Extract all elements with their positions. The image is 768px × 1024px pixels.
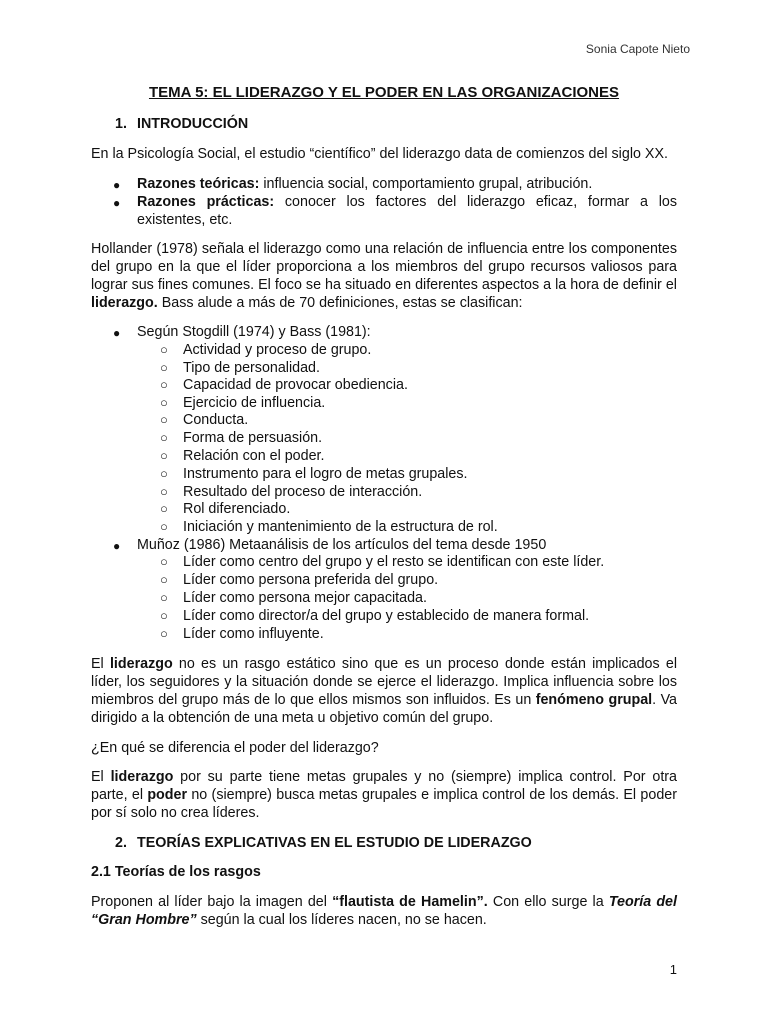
para-text: según la cual los líderes nacen, no se hacen. (196, 912, 487, 928)
circle-bullet-icon: ○ (160, 395, 168, 410)
list-item: Actividad y proceso de grupo. (183, 342, 372, 358)
liderazgo-paragraph (91, 655, 677, 727)
poder-paragraph (91, 768, 677, 822)
reason-theoretical-text: influencia social, comportamiento grupal, atribución. (259, 176, 593, 192)
para-text: Con ello surge la (487, 894, 609, 910)
bullet-icon: ● (113, 178, 121, 192)
reason-theoretical-label: Razones teóricas: (137, 176, 260, 192)
list-item: Conducta. (183, 412, 249, 428)
list-item: Ejercicio de influencia. (183, 395, 326, 411)
para-text: El (91, 769, 111, 785)
list-item: Líder como centro del grupo y el resto se identifican con este líder. (183, 554, 605, 570)
bullet-icon: ● (113, 196, 121, 210)
circle-bullet-icon: ○ (160, 572, 168, 587)
circle-bullet-icon: ○ (160, 519, 168, 534)
section-2-1-title: 2.1 Teorías de los rasgos (91, 864, 261, 880)
classification-munoz-label: Muñoz (1986) Metaanálisis de los artículos del tema desde 1950 (137, 537, 547, 553)
list-item: Instrumento para el logro de metas grupales. (183, 466, 468, 482)
circle-bullet-icon: ○ (160, 590, 168, 605)
list-item: Líder como persona preferida del grupo. (183, 572, 439, 588)
para-bold: liderazgo (109, 656, 173, 672)
para-text: Proponen al líder bajo la imagen del (91, 894, 333, 910)
para-text: no es un rasgo estático sino que es un proceso donde están implicados el líder, los seguidores y la situación donde se ejerce el liderazgo. Implica influencia sobre los miembros del grupo más de lo que ellos mismos son influidos. Es un (91, 656, 677, 708)
author-header: Sonia Capote Nieto (585, 42, 690, 56)
section-1-title: INTRODUCCIÓN (137, 116, 249, 132)
circle-bullet-icon: ○ (160, 360, 168, 375)
circle-bullet-icon: ○ (160, 430, 168, 445)
list-item: Líder como influyente. (183, 626, 324, 642)
circle-bullet-icon: ○ (160, 554, 168, 569)
para-text: no (siempre) busca metas grupales e implica control de los demás. El poder por sí solo no crea líderes. (91, 787, 677, 821)
list-item: Resultado del proceso de interacción. (183, 484, 423, 500)
question-paragraph: ¿En qué se diferencia el poder del liderazgo? (91, 740, 379, 756)
para-bold: liderazgo (110, 769, 174, 785)
section-1-number: 1. (115, 116, 127, 132)
rasgos-paragraph (91, 893, 677, 929)
hollander-paragraph (91, 240, 677, 312)
document-title: TEMA 5: EL LIDERAZGO Y EL PODER EN LAS ORGANIZACIONES (148, 84, 620, 101)
circle-bullet-icon: ○ (160, 412, 168, 427)
section-2-title: TEORÍAS EXPLICATIVAS EN EL ESTUDIO DE LIDERAZGO (137, 835, 532, 851)
reason-practical-text: conocer los factores del liderazgo eficaz, formar a los existentes, etc. (137, 194, 678, 228)
circle-bullet-icon: ○ (160, 626, 168, 641)
section-2-number: 2. (115, 835, 127, 851)
bullet-icon: ● (113, 539, 121, 553)
hollander-text: Hollander (1978) señala el liderazgo como una relación de influencia entre los componentes del grupo en la que el líder proporciona a los miembros del grupo recursos valiosos para lograr sus fines comunes. El foco se ha situado en diferentes aspectos a la hora de definir el (91, 241, 677, 293)
para-bold: “flautista de Hamelin”. (332, 894, 488, 910)
list-item: Tipo de personalidad. (183, 360, 320, 376)
circle-bullet-icon: ○ (160, 484, 168, 499)
intro-paragraph: En la Psicología Social, el estudio “científico” del liderazgo data de comienzos del siglo XX. (91, 146, 668, 162)
list-item: Líder como director/a del grupo y establecido de manera formal. (183, 608, 590, 624)
list-item: Iniciación y mantenimiento de la estructura de rol. (183, 519, 498, 535)
reason-practical (137, 193, 677, 229)
hollander-bold: liderazgo. (91, 295, 158, 311)
list-item: Relación con el poder. (183, 448, 325, 464)
circle-bullet-icon: ○ (160, 377, 168, 392)
para-text: El (91, 656, 110, 672)
reason-practical-label: Razones prácticas: (137, 194, 275, 210)
para-bold-italic: Teoría del “Gran Hombre” (91, 894, 677, 928)
para-bold: poder (147, 787, 188, 803)
bullet-icon: ● (113, 326, 121, 340)
circle-bullet-icon: ○ (160, 342, 168, 357)
para-bold: fenómeno grupal (535, 692, 653, 708)
list-item: Rol diferenciado. (183, 501, 291, 517)
hollander-text-end: Bass alude a más de 70 definiciones, estas se clasifican: (157, 295, 523, 311)
para-text: . Va dirigido a la obtención de una meta u objetivo común del grupo. (91, 692, 677, 726)
list-item: Líder como persona mejor capacitada. (183, 590, 427, 606)
circle-bullet-icon: ○ (160, 448, 168, 463)
classification-stogdill-label: Según Stogdill (1974) y Bass (1981): (137, 324, 371, 340)
list-item: Forma de persuasión. (183, 430, 323, 446)
circle-bullet-icon: ○ (160, 466, 168, 481)
reason-theoretical (137, 175, 677, 193)
page-number: 1 (669, 962, 677, 977)
circle-bullet-icon: ○ (160, 608, 168, 623)
para-text: por su parte tiene metas grupales y no (siempre) implica control. Por otra parte, el (91, 769, 678, 803)
circle-bullet-icon: ○ (160, 501, 168, 516)
list-item: Capacidad de provocar obediencia. (183, 377, 408, 393)
